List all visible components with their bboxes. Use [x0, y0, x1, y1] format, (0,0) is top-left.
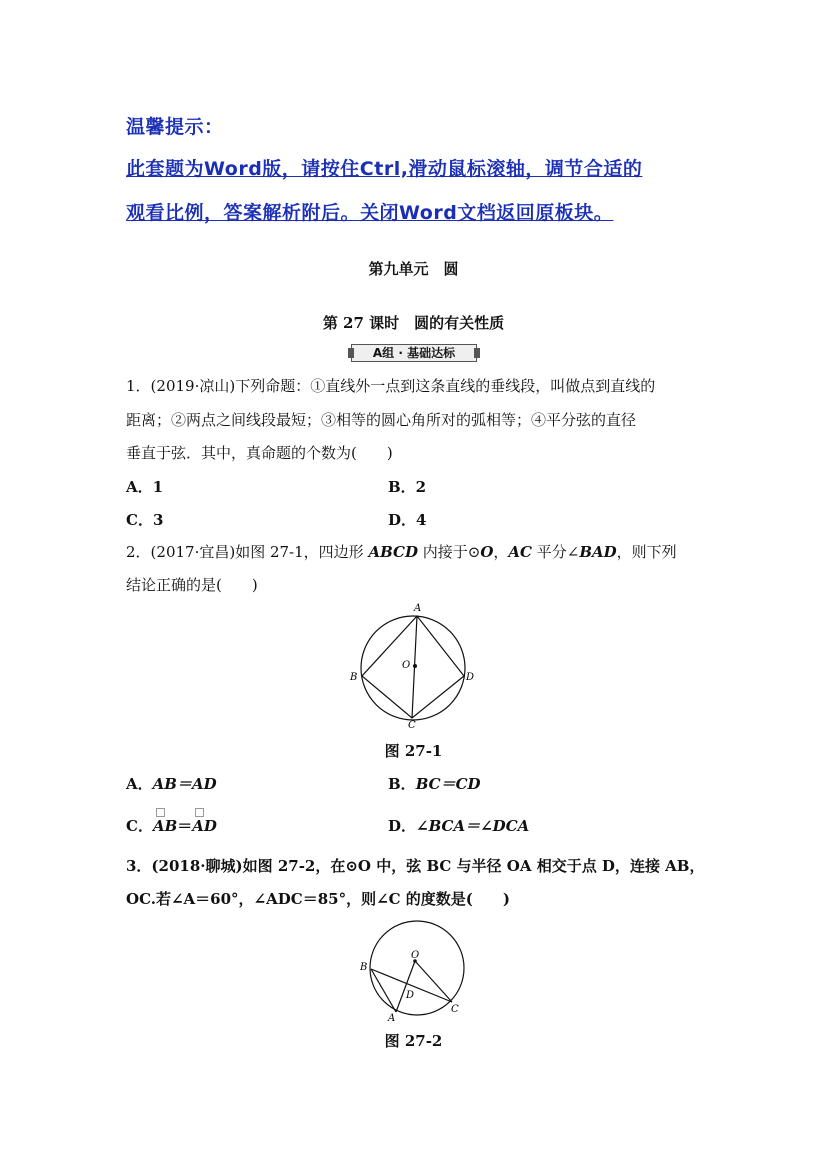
figure-27-2: [354, 918, 472, 1022]
q2-option-b: [388, 773, 481, 794]
figure-27-2-caption: 图 27-2: [384, 1032, 443, 1050]
q3-line-2: OC.若∠A＝60°，∠ADC＝85°，则∠C 的度数是( ): [126, 890, 510, 908]
fig2-radius-oa: [396, 961, 415, 1012]
q2-diagonal: AC: [508, 543, 532, 561]
tip-title: 温馨提示：: [126, 116, 224, 138]
unit-title: 第九单元 圆: [368, 260, 459, 278]
fig1-label-o: O: [402, 660, 411, 671]
q1-option-a: A．1: [126, 478, 164, 496]
fig2-label-a: A: [388, 1013, 396, 1022]
section-banner: A组 · 基础达标: [351, 344, 477, 362]
q2-option-a-letter: A．: [126, 775, 153, 793]
q2-angle: BAD: [579, 543, 617, 561]
q1-option-c: C．3: [126, 511, 164, 529]
fig2-label-d: D: [406, 990, 415, 1001]
fig1-label-c: C: [408, 720, 416, 728]
q1-line-2: 距离；②两点之间线段最短；③相等的圆心角所对的弧相等；④平分弦的直径: [126, 411, 637, 429]
q2-text: ，则下列: [616, 543, 677, 561]
fig2-segment-ab: [371, 969, 396, 1012]
q2-line-1: [126, 542, 677, 562]
q2-option-c-arc-ab: AB: [152, 817, 178, 835]
q1-option-d: D．4: [388, 511, 427, 529]
q2-option-b-expr: BC＝CD: [415, 775, 481, 793]
q2-option-c-letter: C．: [126, 817, 153, 835]
q2-text: ，: [493, 543, 509, 561]
q1-line-3: 垂直于弦．其中，真命题的个数为( ): [126, 444, 393, 462]
tip-line-2: 观看比例，答案解析附后。关闭Word文档返回原板块。: [126, 202, 614, 224]
q2-line-2: 结论正确的是( ): [126, 576, 258, 594]
q2-text: 平分∠: [532, 543, 580, 561]
q3-line-1: 3．(2018·聊城)如图 27-2，在⊙O 中，弦 BC 与半径 OA 相交于点 D，连接 AB，: [126, 857, 705, 875]
q2-option-a-expr: AB＝AD: [152, 775, 217, 793]
fig2-label-o: O: [411, 950, 420, 961]
q1-option-b: B．2: [388, 478, 427, 496]
q2-text: 内接于⊙: [417, 543, 481, 561]
q2-option-d-expr: ∠BCA＝∠DCA: [416, 817, 530, 835]
tip-line-1: 此套题为Word版，请按住Ctrl,滑动鼠标滚轴，调节合适的: [126, 158, 643, 180]
figure-27-1-caption: 图 27-1: [384, 742, 443, 760]
q2-circle: O: [480, 543, 494, 561]
figure-27-1: [348, 600, 480, 728]
q2-option-c-arc-ad: AD: [192, 817, 217, 835]
q2-option-d: [388, 815, 529, 836]
q2-quad: ABCD: [368, 543, 418, 561]
fig2-label-b: B: [360, 962, 368, 973]
q2-option-b-letter: B．: [388, 775, 416, 793]
q2-option-c: [126, 815, 217, 836]
lesson-title: 第 27 课时 圆的有关性质: [322, 314, 505, 332]
q2-option-c-eq: ＝: [177, 817, 193, 835]
q2-option-d-letter: D．: [388, 817, 417, 835]
fig1-label-b: B: [350, 672, 358, 683]
q1-line-1: 1．(2019·凉山)下列命题：①直线外一点到这条直线的垂线段，叫做点到直线的: [126, 377, 656, 395]
fig1-label-a: A: [414, 603, 422, 614]
fig1-center-dot: [413, 664, 417, 668]
fig1-label-d: D: [466, 672, 475, 683]
q2-option-a: [126, 773, 217, 794]
fig2-segment-oc: [415, 961, 452, 1002]
q2-text: 2．(2017·宜昌)如图 27-1，四边形: [126, 543, 369, 561]
fig2-label-c: C: [451, 1004, 459, 1015]
